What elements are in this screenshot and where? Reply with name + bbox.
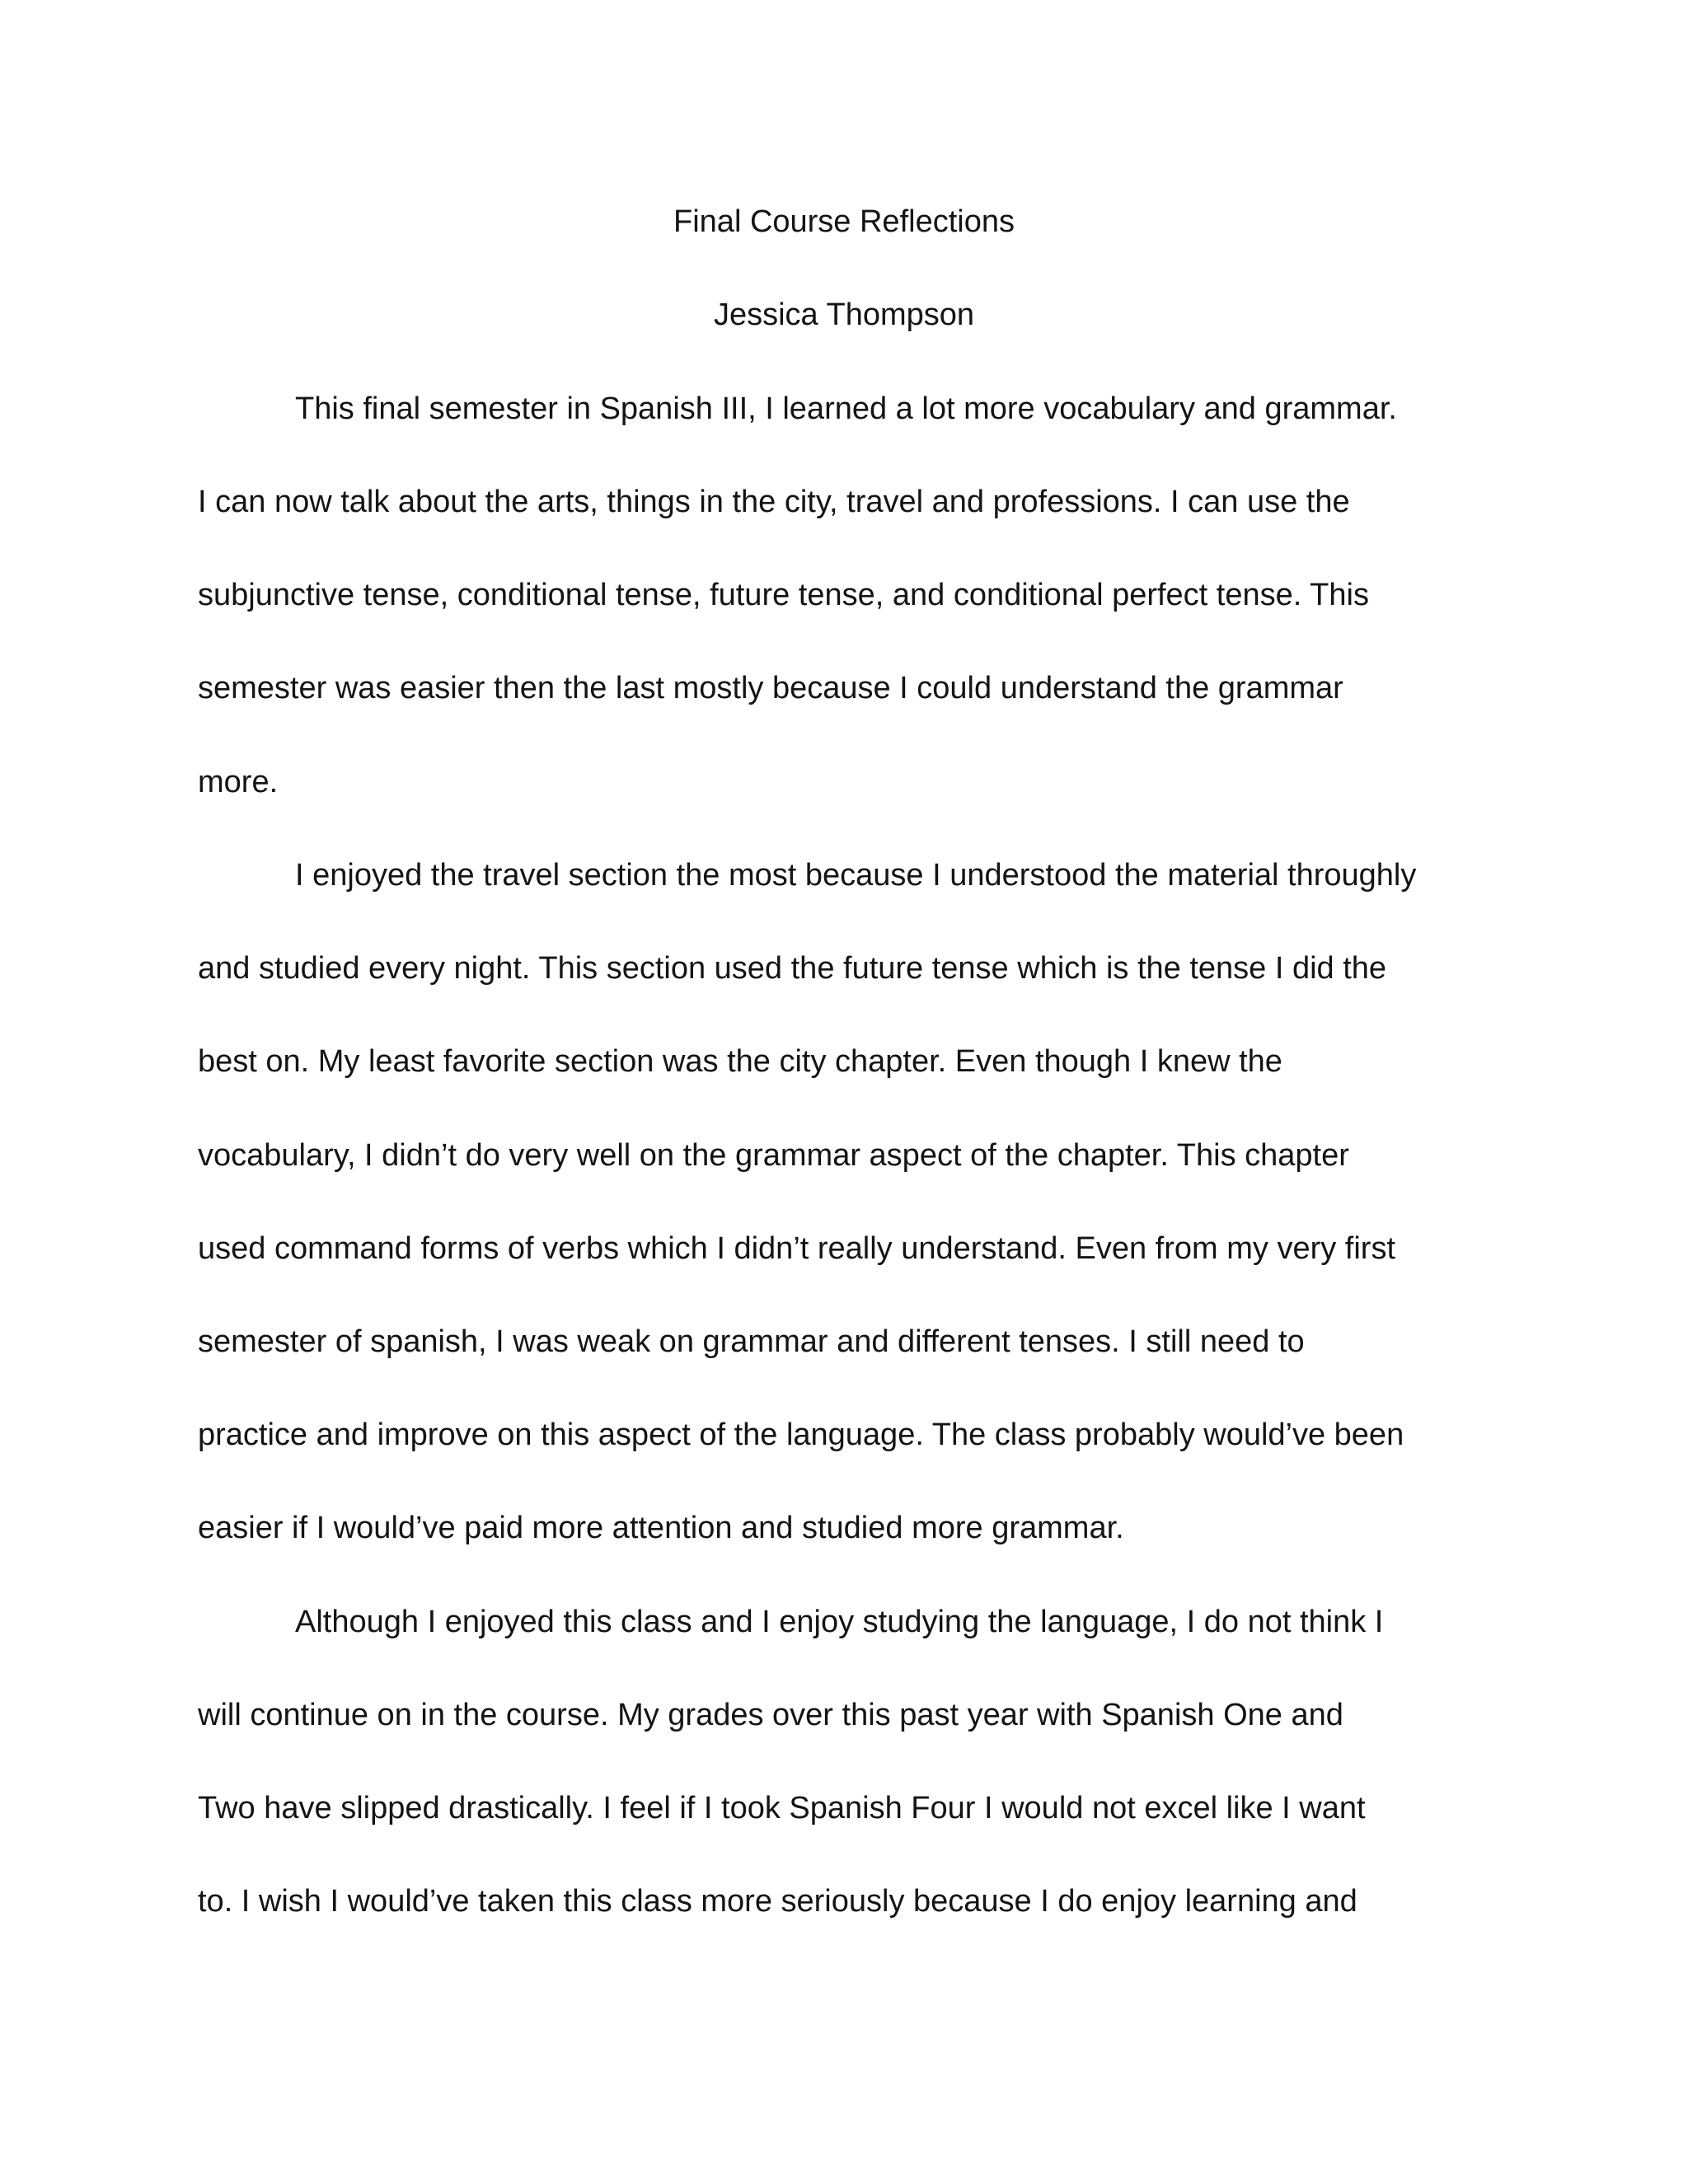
paragraph-2-line-4: vocabulary, I didn’t do very well on the grammar aspect of the chapter. This chapter: [198, 1138, 1349, 1173]
paragraph-1-line-3: subjunctive tense, conditional tense, future tense, and conditional perfect tense. This: [198, 578, 1369, 612]
paragraph-2-line-5: used command forms of verbs which I didn’t really understand. Even from my very first: [198, 1231, 1395, 1266]
paragraph-3-line-1: Although I enjoyed this class and I enjoy studying the language, I do not think I: [295, 1605, 1384, 1639]
paragraph-2-line-2: and studied every night. This section used the future tense which is the tense I did the: [198, 951, 1387, 986]
author-name: Jessica Thompson: [713, 298, 975, 332]
paragraph-1-line-4: semester was easier then the last mostly because I could understand the grammar: [198, 671, 1343, 705]
paragraph-1-line-1: This final semester in Spanish III, I learned a lot more vocabulary and grammar.: [295, 391, 1397, 426]
paragraph-2-line-7: practice and improve on this aspect of the language. The class probably would’ve been: [198, 1418, 1404, 1452]
paragraph-3-line-2: will continue on in the course. My grades over this past year with Spanish One and: [198, 1698, 1343, 1732]
paragraph-2-line-8: easier if I would’ve paid more attention and studied more grammar.: [198, 1511, 1124, 1545]
paragraph-1-line-2: I can now talk about the arts, things in the city, travel and professions. I can use the: [198, 485, 1350, 519]
paragraph-1-line-5: more.: [198, 765, 279, 799]
paragraph-3-line-4: to. I wish I would’ve taken this class more seriously because I do enjoy learning and: [198, 1884, 1357, 1919]
paragraph-2-line-1: I enjoyed the travel section the most because I understood the material throughly: [295, 858, 1417, 893]
document-title: Final Course Reflections: [673, 204, 1015, 239]
paragraph-3-line-3: Two have slipped drastically. I feel if I took Spanish Four I would not excel like I want: [198, 1791, 1366, 1825]
paragraph-2-line-3: best on. My least favorite section was the city chapter. Even though I knew the: [198, 1044, 1282, 1079]
paragraph-2-line-6: semester of spanish, I was weak on grammar and different tenses. I still need to: [198, 1324, 1305, 1359]
